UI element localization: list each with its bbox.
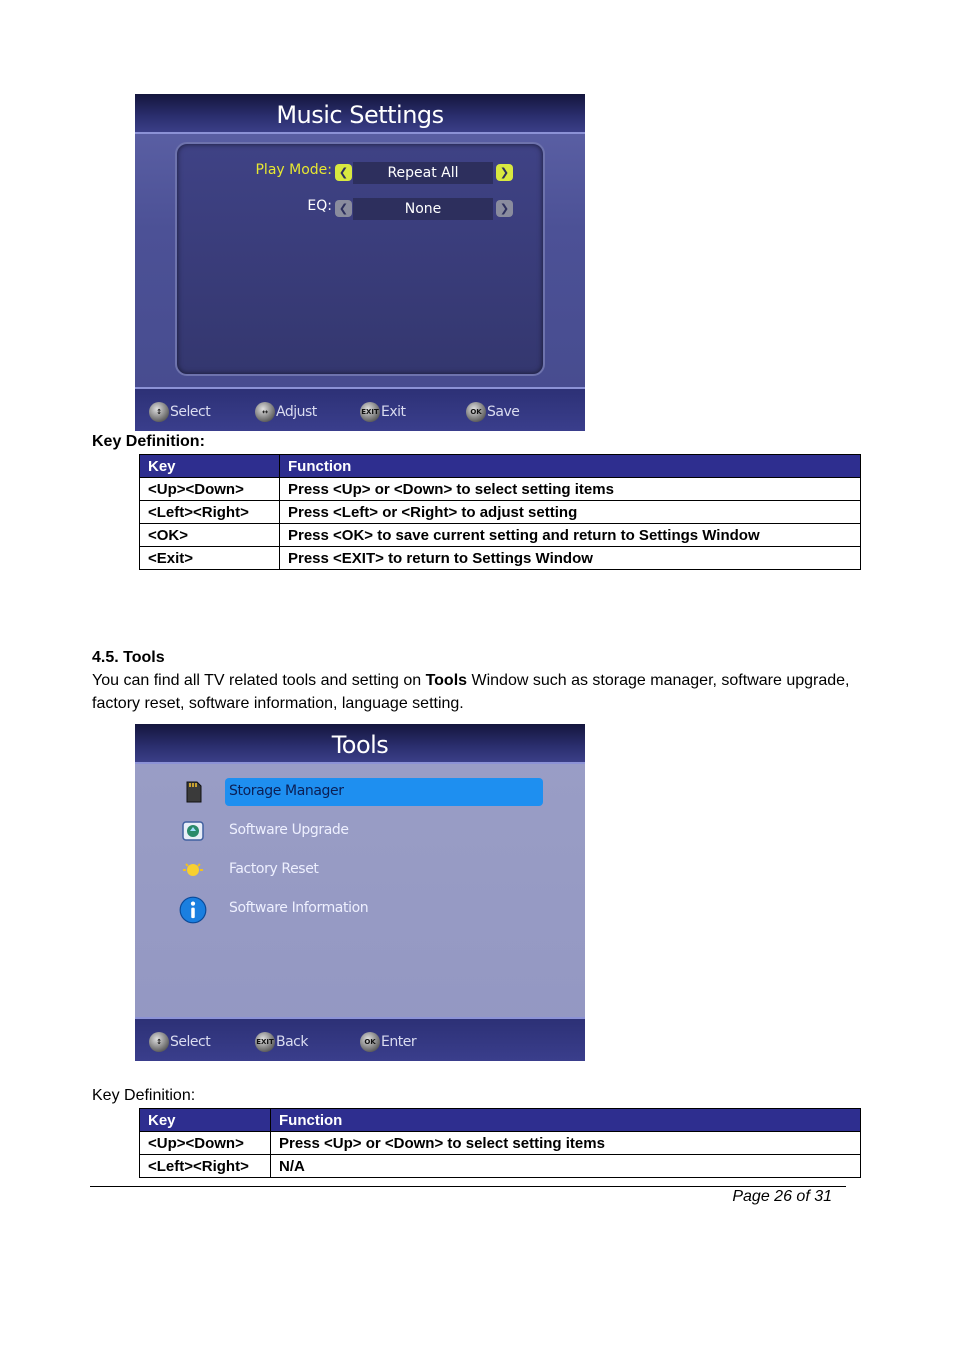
footer-item-adjust [255, 401, 317, 423]
menu-item-label: Storage Manager [229, 783, 344, 799]
key-cell: <Up><Down> [140, 1132, 271, 1155]
footer-item-save [466, 401, 519, 423]
key-definition-table [139, 454, 861, 570]
left-arrow-icon[interactable]: ❮ [335, 200, 352, 217]
key-cell: <Left><Right> [140, 501, 280, 524]
footer-label: Select [170, 404, 211, 420]
footer-label: Back [276, 1034, 308, 1050]
settings-panel [175, 142, 545, 376]
footer-label: Select [170, 1034, 211, 1050]
paragraph-bold-text: Tools [425, 672, 468, 689]
function-cell: Press <EXIT> to return to Settings Window [280, 547, 861, 570]
function-cell: N/A [271, 1155, 861, 1178]
footer-item-exit [360, 401, 406, 423]
column-header: Function [271, 1109, 861, 1132]
footer-label: Adjust [276, 404, 317, 420]
table-row [140, 1132, 861, 1155]
column-header: Key [140, 455, 280, 478]
dpad-updown-icon: ↕ [149, 402, 169, 422]
key-definition-heading: Key Definition: [92, 433, 205, 450]
ok-button-icon: OK [466, 402, 486, 422]
right-arrow-icon[interactable]: ❯ [496, 200, 513, 217]
footer-bar [135, 387, 585, 431]
footer-label: Exit [381, 404, 406, 420]
column-header: Function [280, 455, 861, 478]
function-cell: Press <Up> or <Down> to select setting items [271, 1132, 861, 1155]
eq-value[interactable]: None [353, 198, 493, 220]
left-arrow-icon[interactable]: ❮ [335, 164, 352, 181]
function-cell: Press <Up> or <Down> to select setting items [280, 478, 861, 501]
paragraph-text: Window such as storage manager, software upgrade, factory reset, software information, language setting. [92, 672, 850, 712]
exit-button-icon: EXIT [360, 402, 380, 422]
exit-button-icon: EXIT [255, 1032, 275, 1052]
footer-item-select [149, 1031, 210, 1053]
section-heading: 4.5. Tools [92, 649, 165, 666]
table-row [140, 1155, 861, 1178]
key-definition-heading: Key Definition: [92, 1087, 196, 1104]
play-mode-value[interactable]: Repeat All [353, 162, 493, 184]
eq-label: EQ: [307, 198, 332, 214]
table-row [140, 501, 861, 524]
table-row [140, 478, 861, 501]
footer-item-select [149, 401, 210, 423]
footer-item-enter [360, 1031, 416, 1053]
table-header-row [140, 1109, 861, 1132]
footer-item-back [255, 1031, 308, 1053]
dpad-leftright-icon: ↔ [255, 402, 275, 422]
play-mode-label: Play Mode: [255, 162, 332, 178]
tools-screenshot [135, 724, 585, 1061]
upgrade-icon [181, 819, 205, 843]
function-cell: Press <OK> to save current setting and return to Settings Window [280, 524, 861, 547]
dpad-updown-icon: ↕ [149, 1032, 169, 1052]
sd-card-icon [181, 780, 205, 804]
menu-item-label: Software Information [229, 900, 369, 916]
key-cell: <Left><Right> [140, 1155, 271, 1178]
function-cell: Press <Left> or <Right> to adjust setting [280, 501, 861, 524]
table-row [140, 524, 861, 547]
screen-title: Tools [331, 731, 389, 759]
ok-button-icon: OK [360, 1032, 380, 1052]
screen-title: Music Settings [276, 101, 444, 129]
menu-item-software-upgrade[interactable] [225, 817, 543, 845]
right-arrow-icon[interactable]: ❯ [496, 164, 513, 181]
lightbulb-icon [181, 858, 205, 882]
table-header-row [140, 455, 861, 478]
music-settings-screenshot [135, 94, 585, 431]
menu-item-factory-reset[interactable] [225, 856, 543, 884]
section-paragraph [92, 669, 852, 715]
title-bar [135, 724, 585, 764]
key-cell: <Exit> [140, 547, 280, 570]
page-number: Page 26 of 31 [732, 1188, 832, 1205]
footer-bar [135, 1017, 585, 1061]
info-icon [179, 896, 207, 924]
key-cell: <Up><Down> [140, 478, 280, 501]
paragraph-text: You can find all TV related tools and setting on [92, 672, 426, 689]
menu-item-software-information[interactable] [225, 895, 543, 923]
menu-item-label: Software Upgrade [229, 822, 349, 838]
key-cell: <OK> [140, 524, 280, 547]
menu-item-storage-manager[interactable] [225, 778, 543, 806]
title-bar [135, 94, 585, 134]
column-header: Key [140, 1109, 271, 1132]
footer-label: Enter [381, 1034, 417, 1050]
menu-item-label: Factory Reset [229, 861, 319, 877]
table-row [140, 547, 861, 570]
key-definition-table [139, 1108, 861, 1178]
footer-label: Save [487, 404, 520, 420]
